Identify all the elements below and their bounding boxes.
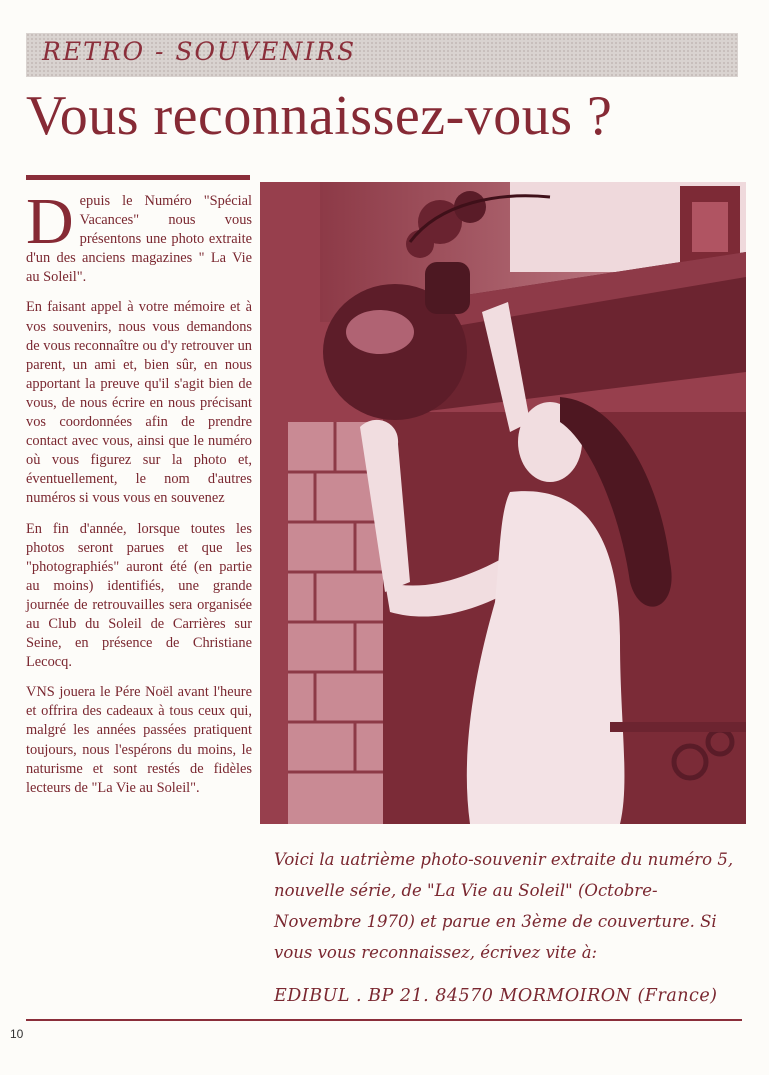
article-paragraph-2: En faisant appel à votre mémoire et à vos souvenirs, nous vous demandons de vous reconnaître ou d'y retrouver un parent, un ami et, bien sûr, en nous apportant la preuve qu'il s'agit bien de vous, de nous écrire en nous précisant vos coordonnées afin de prendre contact avec vous, ainsi que le numéro où vous figurez sur la photo et, éventuellement, le nom d'autres numéros si vous vous en souvenez [26,299,252,507]
section-banner [26,33,738,77]
article-paragraph-4: VNS jouera le Pére Noël avant l'heure et offrira des cadeaux à tous ceux qui, malgré les années passées pratiquent toujours, nous l'espérons du moins, le naturisme et sont restés de fidèles lecteurs de "La Vie au Soleil". [26,684,252,796]
page-headline: Vous reconnaissez-vous ? [26,85,613,147]
section-title: RETRO - SOUVENIRS [42,37,357,66]
photo-caption: Voici la uatrième photo-souvenir extraite du numéro 5, nouvelle série, de "La Vie au Soleil" (Octobre-Novembre 1970) et parue en 3ème de couverture. Si vous vous reconnaissez, écrivez vite à: [274,850,734,962]
paragraph-1-text: epuis le Numéro "Spécial Vacances" nous vous présentons une photo extraite d'un des anciens magazines " La Vie au Soleil". [26,193,252,286]
vintage-photo [260,182,746,824]
bottom-rule [26,1019,742,1021]
photo-illustration [260,182,746,824]
article-paragraph-1 [26,185,252,287]
mailing-address: EDIBUL . BP 21. 84570 MORMOIRON (France) [274,986,718,1006]
article-column [26,185,252,809]
column-rule [26,175,250,180]
drop-cap: D [26,185,74,258]
article-paragraph-3: En fin d'année, lorsque toutes les photos seront parues et que les "photographiés" auront été (en partie au moins) identifiés, une grande journée de retrouvailles sera organisée au Club du Soleil de Carrières sur Seine, en présence de Christiane Lecocq. [26,520,252,671]
page-number: 10 [10,1027,24,1041]
